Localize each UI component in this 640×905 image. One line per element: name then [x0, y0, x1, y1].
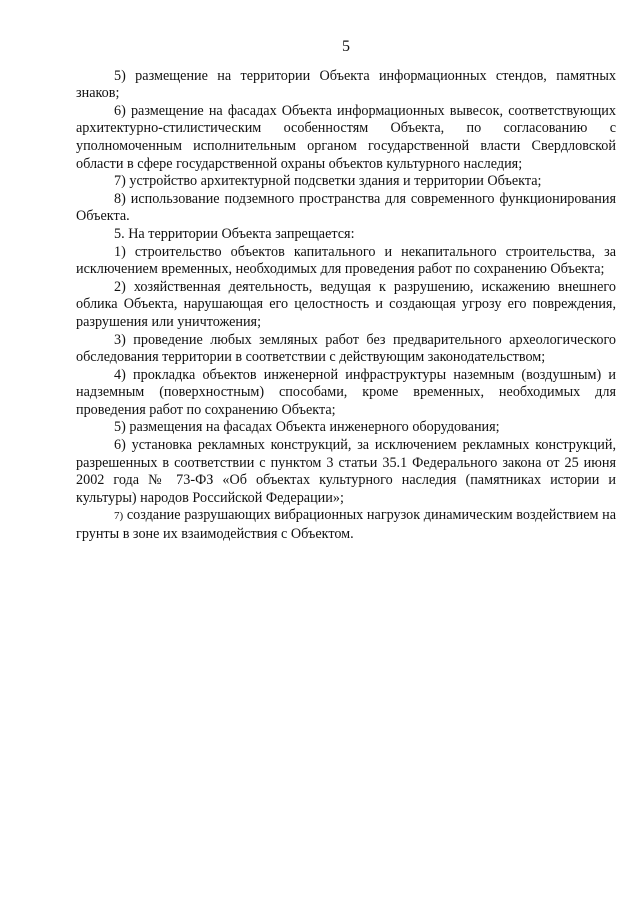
paragraph: [76, 191, 616, 226]
item-number: 6): [114, 437, 126, 454]
item-number: 4): [114, 366, 126, 383]
item-text: проведение любых земляных работ без предварительного археологического обследования территории в соответствии с действующим законодательством;: [76, 331, 617, 366]
item-text: размещение на территории Объекта информационных стендов, памятных знаков;: [76, 67, 617, 102]
item-number: 8): [114, 190, 126, 207]
paragraph: [76, 419, 616, 437]
section-number: 5.: [114, 225, 125, 242]
item-text: создание разрушающих вибрационных нагрузок динамическим воздействием на грунты в зоне их взаимодействия с Объектом.: [76, 507, 617, 543]
item-number: 2): [114, 278, 126, 295]
paragraph: [76, 68, 616, 103]
paragraph: [76, 279, 616, 332]
page-number: 5: [342, 38, 350, 55]
item-text: установка рекламных конструкций, за исключением рекламных конструкций, разрешенных в соответствии с пунктом 3 статьи 35.1 Федерального закона от 25 июня 2002 года № 73-ФЗ «Об объектах культурного наследия (памятниках истории и культуры) народов Российской Федерации»;: [76, 437, 617, 506]
paragraph: [76, 332, 616, 367]
item-text: размещение на фасадах Объекта информационных вывесок, соответствующих архитектурно-стилистическим особенностям Объекта, по согласованию с уполномоченным исполнительным органом государственной власти Свердловской области в сфере государственной охраны объектов культурного наследия;: [76, 102, 616, 172]
item-text: хозяйственная деятельность, ведущая к разрушению, искажению внешнего облика Объекта, нарушающая его целостность и создающая угрозу его повреждения, разрушения или уничтожения;: [76, 278, 616, 330]
item-text: размещения на фасадах Объекта инженерного оборудования;: [129, 419, 500, 436]
paragraph: [76, 367, 616, 420]
item-text: устройство архитектурной подсветки здания и территории Объекта;: [129, 173, 542, 190]
section-text: На территории Объекта запрещается:: [128, 225, 355, 242]
item-number: 5): [114, 67, 126, 84]
item-text: строительство объектов капитального и некапитального строительства, за исключением временных, необходимых для проведения работ по сохранению Объекта;: [76, 243, 617, 278]
item-number: 5): [114, 419, 126, 436]
item-number: 3): [114, 331, 126, 348]
item-text: прокладка объектов инженерной инфраструктуры наземным (воздушным) и надземным (поверхностным) способами, кроме временных, необходимых для проведения работ по сохранению Объекта;: [76, 366, 616, 418]
paragraph: [76, 103, 616, 173]
item-number: 7): [114, 510, 124, 523]
item-number: 1): [114, 243, 126, 260]
paragraph: [76, 437, 616, 507]
paragraph: [76, 173, 616, 191]
item-text: использование подземного пространства для современного функционирования Объекта.: [76, 190, 616, 225]
paragraph: [76, 507, 616, 543]
item-number: 7): [114, 173, 126, 190]
paragraph: [76, 244, 616, 279]
section-heading: [76, 226, 616, 244]
item-number: 6): [114, 102, 126, 119]
